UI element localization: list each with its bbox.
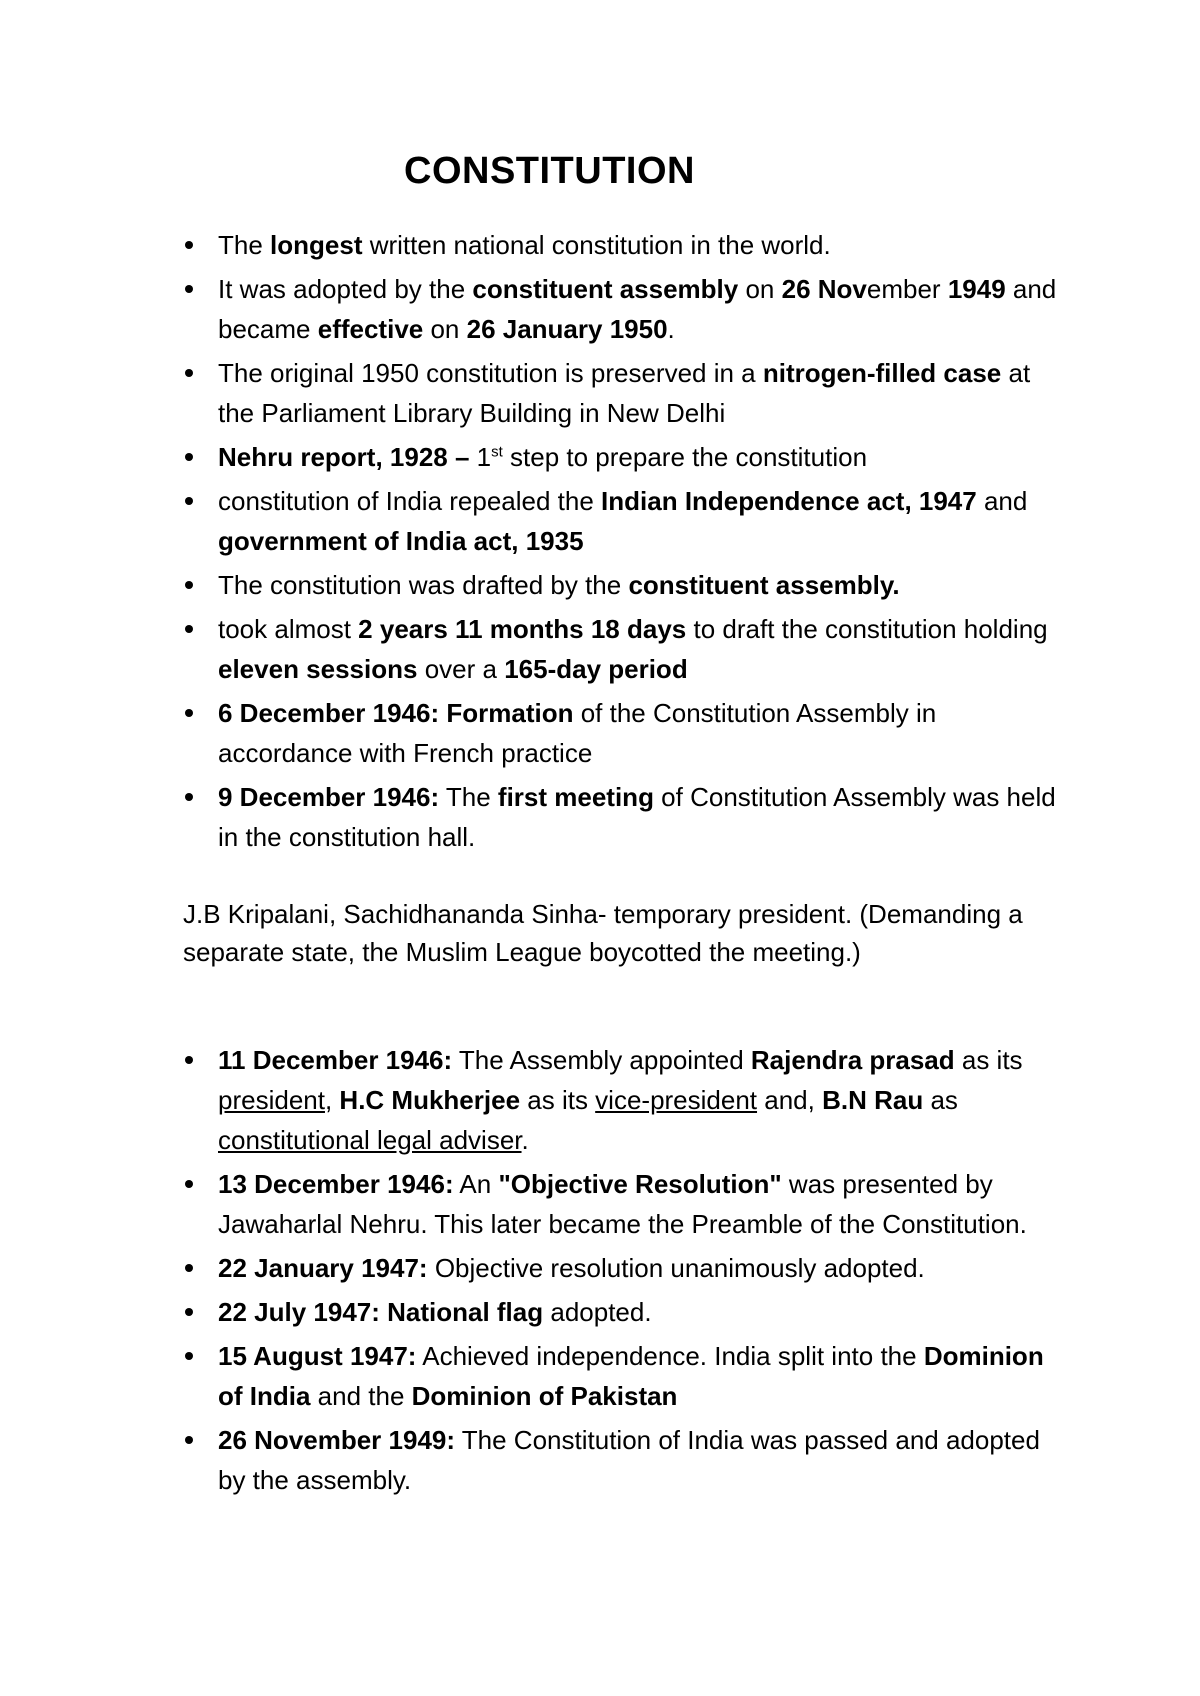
text-run: The Assembly appointed (452, 1045, 751, 1075)
text-run: . (521, 1125, 529, 1155)
text-run: Dominion of Pakistan (411, 1381, 678, 1411)
text-run: of the Constitution Assembly in accordance with French practice (218, 698, 937, 768)
list-item (0, 481, 1200, 561)
text-run: took almost (218, 614, 359, 644)
text-run: and (976, 486, 1028, 516)
text-run: 1949 (947, 274, 1006, 304)
text-run: at the Parliament Library Building in New Delhi (218, 358, 1031, 428)
text-run: 22 January 1947: (218, 1253, 428, 1283)
text-run: constitution of India repealed the (218, 486, 602, 516)
text-run: on (423, 314, 467, 344)
text-run: An (453, 1169, 499, 1199)
text-run: 165-day period (504, 654, 688, 684)
timeline-list (0, 1040, 1200, 1504)
text-run: as its (954, 1045, 1023, 1075)
list-item (0, 777, 1200, 857)
text-run: as its (520, 1085, 596, 1115)
text-run: 26 January 1950 (466, 314, 668, 344)
text-run: to draft the constitution holding (686, 614, 1048, 644)
text-run: B.N Rau (822, 1085, 924, 1115)
list-item (0, 1292, 1200, 1332)
text-run: 11 December 1946: (218, 1045, 453, 1075)
text-run: step to prepare the constitution (502, 442, 868, 472)
text-run: 15 August 1947: (218, 1341, 417, 1371)
text-run: 13 December 1946: (218, 1169, 454, 1199)
text-run: and became (218, 274, 1057, 344)
text-run: first meeting (497, 782, 654, 812)
text-run: Rajendra prasad (750, 1045, 955, 1075)
text-run: The (439, 782, 498, 812)
page-title: CONSTITUTION (404, 150, 695, 192)
text-run: The constitution was drafted by the (218, 570, 629, 600)
text-run: written national constitution in the world. (362, 230, 831, 260)
list-item (0, 1040, 1200, 1160)
list-item (0, 565, 1200, 605)
text-run: st (491, 443, 503, 461)
text-run: . (667, 314, 675, 344)
text-run: effective (317, 314, 424, 344)
list-item (0, 693, 1200, 773)
list-item (0, 1248, 1200, 1288)
facts-list (0, 225, 1200, 861)
text-run: as (923, 1085, 958, 1115)
list-item (0, 269, 1200, 349)
text-run: 6 December 1946: Formation (218, 698, 574, 728)
text-run: 26 November 1949: (218, 1425, 456, 1455)
list-item (0, 1164, 1200, 1244)
text-run: 22 July 1947: National flag (218, 1297, 544, 1327)
list-item (0, 1336, 1200, 1416)
text-run: of Constitution Assembly was held in the constitution hall. (218, 782, 1056, 852)
text-run: 1 (476, 442, 492, 472)
text-run: longest (270, 230, 363, 260)
text-run: The Constitution of India was passed and adopted by the assembly. (218, 1425, 1040, 1495)
text-run: adopted. (543, 1297, 652, 1327)
list-item (0, 609, 1200, 689)
text-run: Indian Independence act, 1947 (601, 486, 977, 516)
text-run: Nehru report, 1928 – (218, 442, 477, 472)
text-run: The (218, 230, 271, 260)
text-run: Dominion of India (218, 1341, 1044, 1411)
text-run: on (738, 274, 782, 304)
text-run: 2 years 11 months 18 days (358, 614, 687, 644)
text-run: The original 1950 constitution is preserved in a (218, 358, 763, 388)
text-run: vice-president (595, 1085, 758, 1115)
text-run: Achieved independence. India split into the (416, 1341, 924, 1371)
text-run: constituent assembly. (628, 570, 900, 600)
text-run: "Objective Resolution" (498, 1169, 782, 1199)
text-run: , (324, 1085, 340, 1115)
text-run: and the (310, 1381, 412, 1411)
text-run: eleven sessions (218, 654, 418, 684)
text-run: constitutional legal adviser (218, 1125, 522, 1155)
list-item (0, 437, 1200, 477)
text-run: It was adopted by the (218, 274, 473, 304)
text-run: constituent assembly (472, 274, 739, 304)
text-run: 26 Nov (781, 274, 867, 304)
text-run: Objective resolution unanimously adopted. (427, 1253, 925, 1283)
text-run: 9 December 1946: (218, 782, 440, 812)
list-item (0, 353, 1200, 433)
text-run: nitrogen-filled case (762, 358, 1002, 388)
text-run: over a (417, 654, 505, 684)
temporary-president-paragraph: J.B Kripalani, Sachidhananda Sinha- temporary president. (Demanding a separate state, the Muslim League boycotted the meeting.) (183, 899, 1023, 967)
text-run: ember (866, 274, 948, 304)
list-item (0, 1420, 1200, 1500)
list-item (0, 225, 1200, 265)
text-run: was presented by Jawaharlal Nehru. This later became the Preamble of the Constitution. (218, 1169, 1027, 1239)
text-run: government of India act, 1935 (218, 526, 584, 556)
text-run: president (218, 1085, 325, 1115)
text-run: and, (757, 1085, 823, 1115)
text-run: H.C Mukherjee (339, 1085, 521, 1115)
